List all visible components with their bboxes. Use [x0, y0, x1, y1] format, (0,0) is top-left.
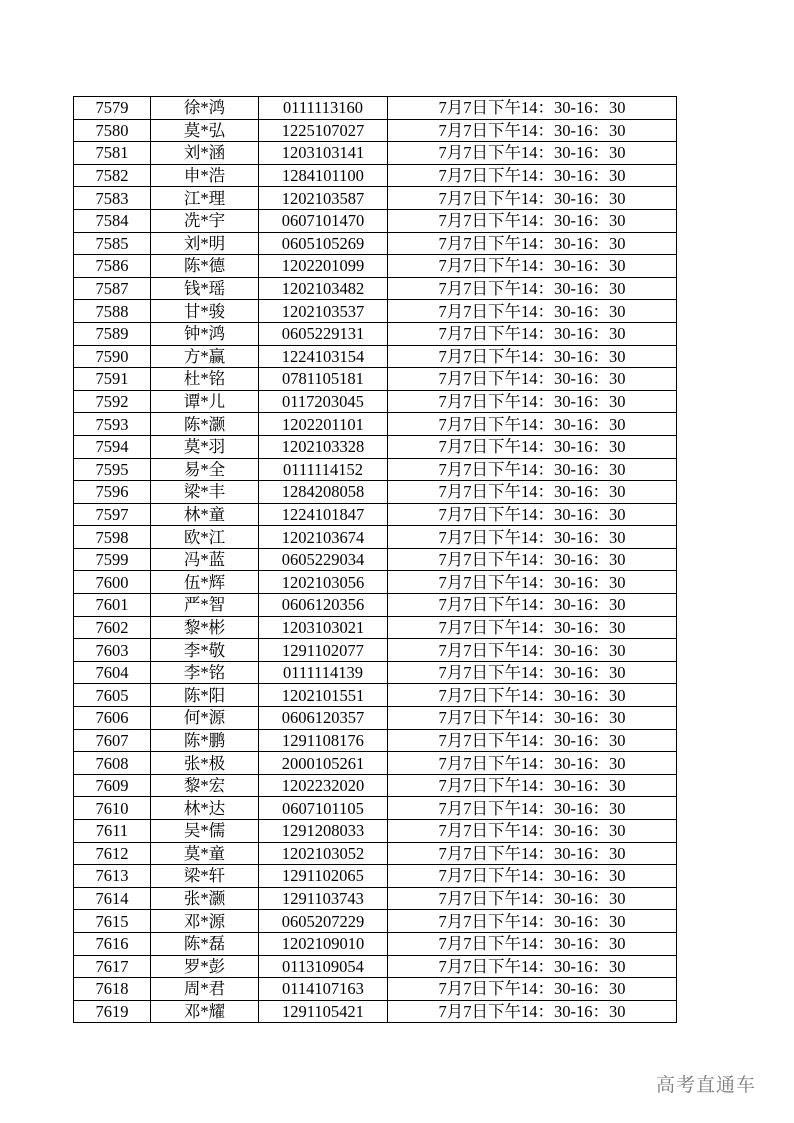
table-row: [74, 661, 677, 684]
exam-time-cell: 7月7日下午14：30-16：30: [388, 368, 677, 391]
exam-time-cell: 7月7日下午14：30-16：30: [388, 820, 677, 843]
candidate-name-cell: 冼*宇: [151, 209, 259, 232]
candidate-id-cell: 1202103587: [259, 187, 388, 210]
candidate-name-cell: 林*童: [151, 503, 259, 526]
table-row: [74, 368, 677, 391]
candidate-id-cell: 0113109054: [259, 955, 388, 978]
table-row: [74, 594, 677, 617]
serial-number-cell: 7580: [74, 119, 151, 142]
candidate-id-cell: 0111113160: [259, 97, 388, 120]
candidate-name-cell: 罗*彭: [151, 955, 259, 978]
exam-time-cell: 7月7日下午14：30-16：30: [388, 458, 677, 481]
exam-time-cell: 7月7日下午14：30-16：30: [388, 345, 677, 368]
exam-time-cell: 7月7日下午14：30-16：30: [388, 774, 677, 797]
exam-time-cell: 7月7日下午14：30-16：30: [388, 300, 677, 323]
candidate-id-cell: 1291102065: [259, 865, 388, 888]
exam-time-cell: 7月7日下午14：30-16：30: [388, 526, 677, 549]
candidate-id-cell: 1202232020: [259, 774, 388, 797]
exam-time-cell: 7月7日下午14：30-16：30: [388, 932, 677, 955]
serial-number-cell: 7582: [74, 164, 151, 187]
table-row: [74, 277, 677, 300]
serial-number-cell: 7589: [74, 322, 151, 345]
candidate-id-cell: 1203103021: [259, 616, 388, 639]
table-row: [74, 910, 677, 933]
candidate-id-cell: 1224101847: [259, 503, 388, 526]
table-row: [74, 932, 677, 955]
exam-time-cell: 7月7日下午14：30-16：30: [388, 187, 677, 210]
candidate-id-cell: 1202201101: [259, 413, 388, 436]
candidate-id-cell: 1203103141: [259, 142, 388, 165]
exam-time-cell: 7月7日下午14：30-16：30: [388, 797, 677, 820]
candidate-name-cell: 邓*源: [151, 910, 259, 933]
exam-time-cell: 7月7日下午14：30-16：30: [388, 661, 677, 684]
serial-number-cell: 7587: [74, 277, 151, 300]
exam-time-cell: 7月7日下午14：30-16：30: [388, 571, 677, 594]
serial-number-cell: 7604: [74, 661, 151, 684]
candidate-id-cell: 2000105261: [259, 752, 388, 775]
table-row: [74, 978, 677, 1001]
roster-table: [73, 96, 677, 1023]
exam-time-cell: 7月7日下午14：30-16：30: [388, 277, 677, 300]
serial-number-cell: 7612: [74, 842, 151, 865]
table-row: [74, 1000, 677, 1023]
candidate-id-cell: 0606120356: [259, 594, 388, 617]
candidate-id-cell: 1202103537: [259, 300, 388, 323]
candidate-name-cell: 黎*彬: [151, 616, 259, 639]
table-row: [74, 729, 677, 752]
candidate-id-cell: 1284208058: [259, 481, 388, 504]
exam-time-cell: 7月7日下午14：30-16：30: [388, 481, 677, 504]
candidate-id-cell: 0606120357: [259, 707, 388, 730]
serial-number-cell: 7618: [74, 978, 151, 1001]
table-row: [74, 345, 677, 368]
candidate-id-cell: 0111114139: [259, 661, 388, 684]
table-row: [74, 820, 677, 843]
serial-number-cell: 7606: [74, 707, 151, 730]
serial-number-cell: 7607: [74, 729, 151, 752]
table-row: [74, 458, 677, 481]
exam-time-cell: 7月7日下午14：30-16：30: [388, 232, 677, 255]
table-row: [74, 616, 677, 639]
candidate-id-cell: 1202201099: [259, 255, 388, 278]
roster-table-body: [74, 97, 677, 1023]
serial-number-cell: 7610: [74, 797, 151, 820]
serial-number-cell: 7586: [74, 255, 151, 278]
candidate-name-cell: 吴*儒: [151, 820, 259, 843]
serial-number-cell: 7602: [74, 616, 151, 639]
exam-time-cell: 7月7日下午14：30-16：30: [388, 255, 677, 278]
candidate-id-cell: 1225107027: [259, 119, 388, 142]
table-row: [74, 435, 677, 458]
serial-number-cell: 7605: [74, 684, 151, 707]
candidate-name-cell: 易*全: [151, 458, 259, 481]
serial-number-cell: 7599: [74, 548, 151, 571]
table-row: [74, 119, 677, 142]
table-row: [74, 300, 677, 323]
table-row: [74, 503, 677, 526]
candidate-id-cell: 0607101470: [259, 209, 388, 232]
table-row: [74, 707, 677, 730]
exam-time-cell: 7月7日下午14：30-16：30: [388, 1000, 677, 1023]
candidate-name-cell: 陈*阳: [151, 684, 259, 707]
table-row: [74, 797, 677, 820]
serial-number-cell: 7591: [74, 368, 151, 391]
serial-number-cell: 7585: [74, 232, 151, 255]
candidate-id-cell: 1202103674: [259, 526, 388, 549]
candidate-name-cell: 江*理: [151, 187, 259, 210]
table-row: [74, 548, 677, 571]
candidate-name-cell: 张*极: [151, 752, 259, 775]
watermark-text: 高考直通车: [656, 1074, 757, 1096]
serial-number-cell: 7583: [74, 187, 151, 210]
candidate-name-cell: 钱*瑶: [151, 277, 259, 300]
serial-number-cell: 7588: [74, 300, 151, 323]
exam-time-cell: 7月7日下午14：30-16：30: [388, 97, 677, 120]
candidate-name-cell: 严*智: [151, 594, 259, 617]
table-row: [74, 187, 677, 210]
table-row: [74, 209, 677, 232]
candidate-name-cell: 林*达: [151, 797, 259, 820]
candidate-name-cell: 邓*耀: [151, 1000, 259, 1023]
table-row: [74, 164, 677, 187]
serial-number-cell: 7592: [74, 390, 151, 413]
candidate-id-cell: 1202103482: [259, 277, 388, 300]
candidate-name-cell: 周*君: [151, 978, 259, 1001]
serial-number-cell: 7594: [74, 435, 151, 458]
table-row: [74, 774, 677, 797]
exam-time-cell: 7月7日下午14：30-16：30: [388, 119, 677, 142]
candidate-id-cell: 1291105421: [259, 1000, 388, 1023]
candidate-id-cell: 0111114152: [259, 458, 388, 481]
candidate-id-cell: 1291108176: [259, 729, 388, 752]
table-row: [74, 955, 677, 978]
candidate-id-cell: 1202103056: [259, 571, 388, 594]
table-row: [74, 322, 677, 345]
candidate-name-cell: 陈*德: [151, 255, 259, 278]
candidate-name-cell: 黎*宏: [151, 774, 259, 797]
candidate-name-cell: 莫*弘: [151, 119, 259, 142]
table-row: [74, 413, 677, 436]
exam-time-cell: 7月7日下午14：30-16：30: [388, 955, 677, 978]
exam-time-cell: 7月7日下午14：30-16：30: [388, 616, 677, 639]
candidate-id-cell: 1202103052: [259, 842, 388, 865]
candidate-name-cell: 冯*蓝: [151, 548, 259, 571]
serial-number-cell: 7619: [74, 1000, 151, 1023]
serial-number-cell: 7584: [74, 209, 151, 232]
candidate-name-cell: 梁*丰: [151, 481, 259, 504]
exam-time-cell: 7月7日下午14：30-16：30: [388, 887, 677, 910]
candidate-id-cell: 1291103743: [259, 887, 388, 910]
candidate-name-cell: 钟*鸿: [151, 322, 259, 345]
table-row: [74, 571, 677, 594]
serial-number-cell: 7600: [74, 571, 151, 594]
table-row: [74, 255, 677, 278]
exam-time-cell: 7月7日下午14：30-16：30: [388, 684, 677, 707]
candidate-name-cell: 何*源: [151, 707, 259, 730]
candidate-name-cell: 刘*明: [151, 232, 259, 255]
exam-time-cell: 7月7日下午14：30-16：30: [388, 390, 677, 413]
table-row: [74, 752, 677, 775]
exam-time-cell: 7月7日下午14：30-16：30: [388, 503, 677, 526]
candidate-id-cell: 0605229131: [259, 322, 388, 345]
exam-time-cell: 7月7日下午14：30-16：30: [388, 164, 677, 187]
candidate-name-cell: 李*铭: [151, 661, 259, 684]
candidate-id-cell: 1202103328: [259, 435, 388, 458]
table-row: [74, 481, 677, 504]
exam-time-cell: 7月7日下午14：30-16：30: [388, 639, 677, 662]
serial-number-cell: 7593: [74, 413, 151, 436]
candidate-name-cell: 陈*鹏: [151, 729, 259, 752]
exam-time-cell: 7月7日下午14：30-16：30: [388, 865, 677, 888]
serial-number-cell: 7603: [74, 639, 151, 662]
exam-time-cell: 7月7日下午14：30-16：30: [388, 978, 677, 1001]
candidate-id-cell: 0605207229: [259, 910, 388, 933]
candidate-name-cell: 杜*铭: [151, 368, 259, 391]
serial-number-cell: 7614: [74, 887, 151, 910]
table-row: [74, 232, 677, 255]
serial-number-cell: 7613: [74, 865, 151, 888]
table-row: [74, 526, 677, 549]
serial-number-cell: 7616: [74, 932, 151, 955]
candidate-name-cell: 陈*灏: [151, 413, 259, 436]
serial-number-cell: 7590: [74, 345, 151, 368]
candidate-name-cell: 谭*儿: [151, 390, 259, 413]
candidate-id-cell: 0781105181: [259, 368, 388, 391]
candidate-name-cell: 甘*骏: [151, 300, 259, 323]
table-row: [74, 865, 677, 888]
exam-time-cell: 7月7日下午14：30-16：30: [388, 594, 677, 617]
serial-number-cell: 7598: [74, 526, 151, 549]
table-row: [74, 97, 677, 120]
serial-number-cell: 7596: [74, 481, 151, 504]
table-row: [74, 639, 677, 662]
exam-time-cell: 7月7日下午14：30-16：30: [388, 729, 677, 752]
candidate-name-cell: 方*赢: [151, 345, 259, 368]
candidate-id-cell: 1291102077: [259, 639, 388, 662]
serial-number-cell: 7617: [74, 955, 151, 978]
exam-time-cell: 7月7日下午14：30-16：30: [388, 142, 677, 165]
candidate-name-cell: 申*浩: [151, 164, 259, 187]
serial-number-cell: 7615: [74, 910, 151, 933]
candidate-id-cell: 1202109010: [259, 932, 388, 955]
candidate-id-cell: 1202101551: [259, 684, 388, 707]
exam-time-cell: 7月7日下午14：30-16：30: [388, 413, 677, 436]
candidate-name-cell: 梁*轩: [151, 865, 259, 888]
candidate-id-cell: 0114107163: [259, 978, 388, 1001]
serial-number-cell: 7608: [74, 752, 151, 775]
candidate-id-cell: 1284101100: [259, 164, 388, 187]
table-row: [74, 684, 677, 707]
exam-time-cell: 7月7日下午14：30-16：30: [388, 322, 677, 345]
table-row: [74, 887, 677, 910]
exam-time-cell: 7月7日下午14：30-16：30: [388, 842, 677, 865]
candidate-id-cell: 0607101105: [259, 797, 388, 820]
exam-time-cell: 7月7日下午14：30-16：30: [388, 209, 677, 232]
table-row: [74, 390, 677, 413]
candidate-id-cell: 0605229034: [259, 548, 388, 571]
exam-time-cell: 7月7日下午14：30-16：30: [388, 707, 677, 730]
candidate-name-cell: 莫*童: [151, 842, 259, 865]
exam-time-cell: 7月7日下午14：30-16：30: [388, 910, 677, 933]
serial-number-cell: 7579: [74, 97, 151, 120]
exam-time-cell: 7月7日下午14：30-16：30: [388, 548, 677, 571]
candidate-name-cell: 李*敬: [151, 639, 259, 662]
candidate-name-cell: 伍*辉: [151, 571, 259, 594]
table-row: [74, 142, 677, 165]
serial-number-cell: 7597: [74, 503, 151, 526]
candidate-id-cell: 0605105269: [259, 232, 388, 255]
candidate-name-cell: 欧*江: [151, 526, 259, 549]
serial-number-cell: 7601: [74, 594, 151, 617]
serial-number-cell: 7581: [74, 142, 151, 165]
candidate-name-cell: 莫*羽: [151, 435, 259, 458]
exam-time-cell: 7月7日下午14：30-16：30: [388, 435, 677, 458]
candidate-name-cell: 陈*磊: [151, 932, 259, 955]
serial-number-cell: 7611: [74, 820, 151, 843]
candidate-name-cell: 张*灏: [151, 887, 259, 910]
candidate-id-cell: 1224103154: [259, 345, 388, 368]
exam-time-cell: 7月7日下午14：30-16：30: [388, 752, 677, 775]
candidate-id-cell: 0117203045: [259, 390, 388, 413]
candidate-name-cell: 刘*涵: [151, 142, 259, 165]
candidate-id-cell: 1291208033: [259, 820, 388, 843]
candidate-name-cell: 徐*鸿: [151, 97, 259, 120]
table-row: [74, 842, 677, 865]
serial-number-cell: 7609: [74, 774, 151, 797]
serial-number-cell: 7595: [74, 458, 151, 481]
